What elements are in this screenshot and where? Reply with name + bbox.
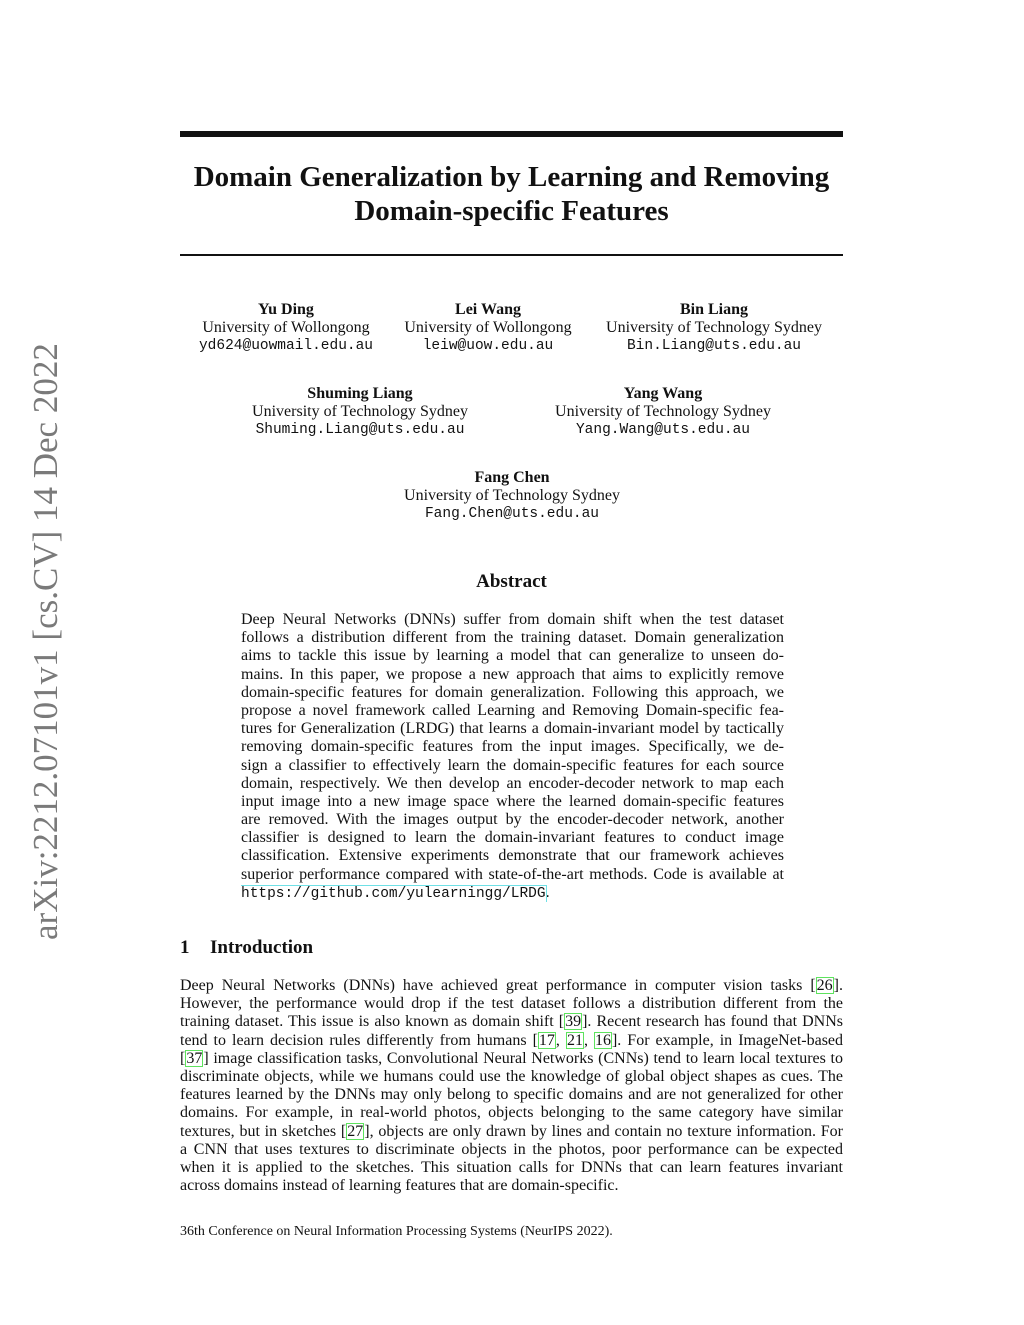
intro-text: ], objects are only drawn by lines and contain no texture information. For [364,1122,843,1140]
intro-line [180,1123,843,1141]
abstract-line: follows a distribution different from the training dataset. Domain generalization [241,629,784,647]
author-email[interactable]: Bin.Liang@uts.edu.au [626,338,802,354]
abstract-line: domain-specific features for domain generalization. Following this approach, we [241,683,784,701]
abstract-line: classification. Extensive experiments demonstrate that our framework achieves [241,847,784,865]
author-email[interactable]: Yang.Wang@uts.edu.au [575,422,751,438]
intro-line [180,1086,843,1104]
intro-line [180,1013,843,1031]
abstract-url-line [241,884,784,902]
citation-link[interactable]: 17 [538,1031,555,1049]
author-email[interactable]: Fang.Chen@uts.edu.au [424,506,600,522]
author-affiliation: University of Wollongong [404,319,572,336]
author-affiliation: University of Technology Sydney [606,319,822,336]
abstract-line: superior performance compared with state-of-the-art methods. Code is available at [241,865,784,883]
conference-footnote: 36th Conference on Neural Information Processing Systems (NeurIPS 2022). [180,1224,613,1239]
author-block [388,301,588,355]
abstract-line: sign a classifier to effectively learn the domain-specific features for each source [241,756,784,774]
abstract-url-tail: . [545,883,550,901]
abstract-line: Deep Neural Networks (DNNs) suffer from domain shift when the test dataset [241,611,784,628]
section-title: Introduction [210,937,314,958]
title-top-rule [180,131,843,137]
citation-link[interactable]: 16 [594,1031,611,1049]
abstract-lines [241,611,784,884]
intro-line [180,995,843,1013]
author-name: Lei Wang [455,301,521,318]
intro-line [180,1050,843,1068]
intro-text: features learned by the DNNs may only belong to specific domains and are not generalized for other [180,1086,843,1104]
intro-text: domains. For example, in real-world photos, objects belonging to the same category have similar [180,1104,843,1122]
citation-link[interactable]: 26 [816,977,833,994]
citation-link[interactable]: 39 [565,1013,582,1031]
intro-text: across domains instead of learning features that are domain-specific. [180,1177,619,1195]
citation-link[interactable]: 27 [347,1122,364,1140]
paper-title [180,160,843,228]
intro-text: tend to learn decision rules differently from humans [ [180,1031,538,1049]
abstract-line: propose a novel framework called Learning and Removing Domain-specific fea- [241,701,784,719]
citation-link[interactable]: 21 [566,1031,583,1049]
abstract-line: classifier is designed to learn the domain-invariant features to conduct image [241,829,784,847]
abstract-line: tures for Generalization (LRDG) that learns a domain-invariant model by tactically [241,720,784,738]
author-name: Shuming Liang [307,385,413,402]
intro-text: [ [180,1049,186,1067]
intro-text: Deep Neural Networks (DNNs) have achieved great performance in computer vision tasks [ [180,977,816,994]
intro-text: ] image classification tasks, Convolutional Neural Networks (CNNs) tend to learn local textures to [203,1049,843,1067]
intro-text: training dataset. This issue is also known as domain shift [ [180,1013,565,1031]
author-affiliation: University of Wollongong [202,319,370,336]
abstract-line: input image into a new image space where the learned domain-specific features [241,792,784,810]
section-heading-introduction [180,937,313,959]
intro-line [180,1177,843,1195]
intro-text: when it is applied to the sketches. This situation calls for DNNs that can learn features invariant [180,1158,843,1176]
intro-text: ]. [833,977,843,994]
author-affiliation: University of Technology Sydney [555,403,771,420]
abstract-line: mains. In this paper, we propose a new approach that aims to explicitly remove [241,665,784,683]
intro-text: ]. Recent research has found that DNNs [582,1013,843,1031]
intro-line [180,1159,843,1177]
title-line-2: Domain-specific Features [354,195,669,227]
section-number: 1 [180,937,190,958]
intro-text: , [555,1031,566,1049]
intro-line [180,1141,843,1159]
intro-text: a CNN that uses textures to discriminate objects in the photos, poor performance can be expected [180,1140,843,1158]
citation-link[interactable]: 37 [186,1049,203,1067]
author-name: Fang Chen [474,469,550,486]
abstract-body [241,611,784,902]
title-line-1: Domain Generalization by Learning and Removing [193,161,830,193]
author-block [392,469,632,523]
author-block [186,301,386,355]
author-name: Yu Ding [258,301,314,318]
intro-text: However, the performance would drop if the test dataset follows a distribution different from the [180,995,843,1013]
author-name: Yang Wang [623,385,703,402]
intro-line [180,1032,843,1050]
abstract-line: removing domain-specific features from the input images. Specifically, we de- [241,738,784,756]
author-email[interactable]: yd624@uowmail.edu.au [198,338,374,354]
author-email[interactable]: Shuming.Liang@uts.edu.au [255,422,465,438]
author-block [240,385,480,439]
abstract-line: are removed. With the images output by the encoder-decoder network, another [241,811,784,829]
intro-text: ]. For example, in ImageNet-based [611,1031,843,1049]
arxiv-sidebar-stamp: arXiv:2212.07101v1 [cs.CV] 14 Dec 2022 [26,343,65,940]
author-name: Bin Liang [679,301,749,318]
code-link[interactable]: https://github.com/yulearningg/LRDG [241,885,546,902]
author-block [594,301,834,355]
intro-text: textures, but in sketches [ [180,1122,347,1140]
intro-line [180,1104,843,1122]
intro-text: , [583,1031,594,1049]
author-affiliation: University of Technology Sydney [252,403,468,420]
intro-text: discriminate objects, while we humans could use the knowledge of global object shapes as cues. The [180,1067,843,1085]
intro-line [180,977,843,995]
author-block [543,385,783,439]
abstract-heading: Abstract [476,571,547,592]
author-affiliation: University of Technology Sydney [404,487,620,504]
intro-line [180,1068,843,1086]
introduction-body [180,977,843,1195]
abstract-line: aims to tackle this issue by learning a model that can generalize to unseen do- [241,647,784,665]
title-bottom-rule [180,254,843,256]
author-email[interactable]: leiw@uow.edu.au [422,338,554,354]
abstract-line: domain, respectively. We then develop an encoder-decoder network to map each [241,774,784,792]
